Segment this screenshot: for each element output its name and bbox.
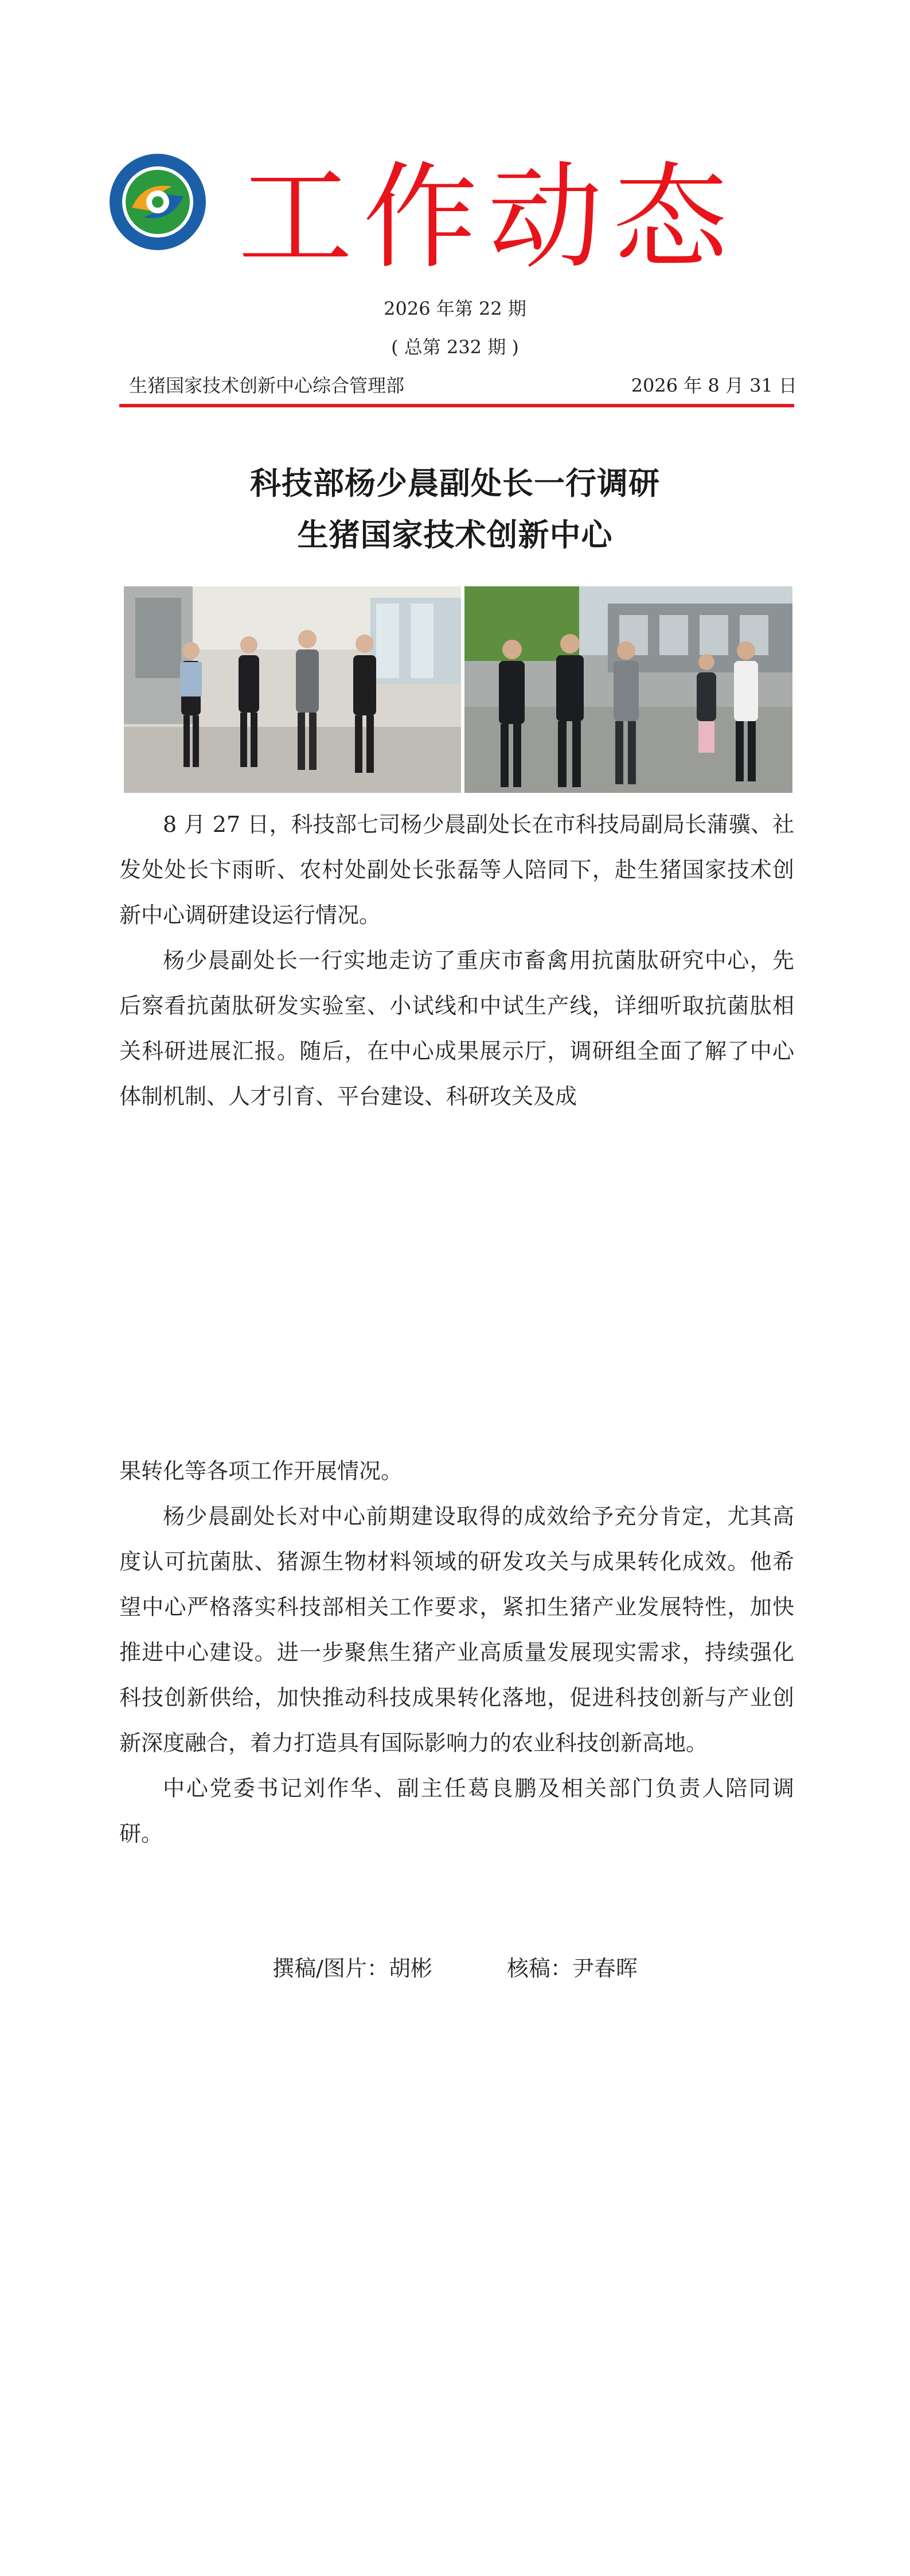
issue-date: 2026 年 8 月 31 日 [631,375,797,396]
header-divider [119,404,794,407]
pig-technology-center-logo-icon [109,153,206,251]
article-body-part-1 [119,802,794,1119]
paragraph-2-continued: 果转化等各项工作开展情况。 [119,1458,403,1484]
byline [0,1951,910,1982]
byline-reviewer: 核稿：尹春晖 [506,1956,638,1981]
paragraph-2: 杨少晨副处长一行实地走访了重庆市畜禽用抗菌肽研究中心，先后察看抗菌肽研发实验室、小试线和中试生产线，详细听取抗菌肽相关科研进展汇报。随后，在中心成果展示厅，调研组全面了解了中心体制机制、人才引育、平台建设、科研攻关及成 [119,948,794,1109]
article-body-part-2 [119,1449,794,1857]
paragraph-3: 杨少晨副处长对中心前期建设取得的成效给予充分肯定，尤其高度认可抗菌肽、猪源生物材料领域的研发攻关与成果转化成效。他希望中心严格落实科技部相关工作要求，紧扣生猪产业发展特性，加快推进中心建设。进一步聚焦生猪产业高质量发展现实需求，持续强化科技创新供给，加快推动科技成果转化落地，促进科技创新与产业创新深度融合，着力打造具有国际影响力的农业科技创新高地。 [119,1504,794,1756]
byline-author: 撰稿/图片：胡彬 [272,1956,432,1981]
center-logo [109,153,206,251]
issue-number: 2026 年第 22 期 [384,298,526,320]
article-headline-line-1: 科技部杨少晨副处长一行调研 [250,465,660,501]
photo-visit-exhibition-hall [124,586,461,793]
article-headline-line-2: 生猪国家技术创新中心 [297,516,613,553]
masthead-title: 工作动态 [238,151,739,285]
photo-visit-outdoor [464,586,792,793]
department-name: 生猪国家技术创新中心综合管理部 [129,375,405,396]
paragraph-1: 8 月 27 日，科技部七司杨少晨副处长在市科技局副局长蒲骥、社发处处长卞雨昕、农村处副处长张磊等人陪同下，赴生猪国家技术创新中心调研建设运行情况。 [119,812,794,928]
paragraph-4: 中心党委书记刘作华、副主任葛良鹏及相关部门负责人陪同调研。 [119,1776,794,1846]
issue-total: ( 总第 232 期 ) [391,336,519,358]
